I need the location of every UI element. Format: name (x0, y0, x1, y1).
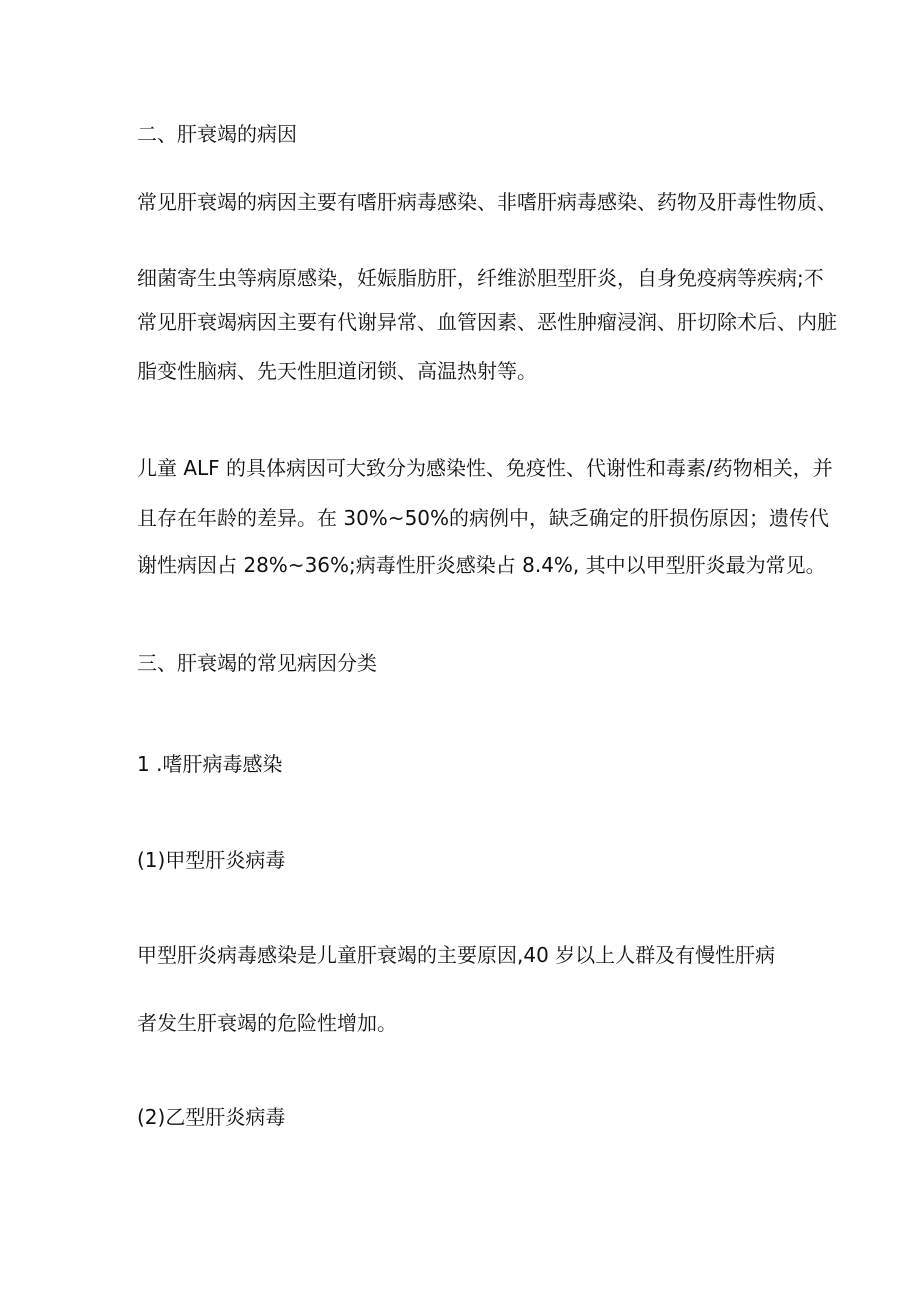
paragraph-line: 细菌寄生虫等病原感染，妊娠脂肪肝，纤维淤胆型肝炎，自身免疫病等疾病;不 (137, 266, 824, 290)
section-heading-classification: 三、肝衰竭的常见病因分类 (137, 651, 377, 675)
paragraph-line: 常见肝衰竭病因主要有代谢异常、血管因素、恶性肿瘤浸润、肝切除术后、内脏 (137, 310, 837, 334)
subheading-hepatitis-a: (1)甲型肝炎病毒 (137, 848, 286, 872)
paragraph-line: 常见肝衰竭的病因主要有嗜肝病毒感染、非嗜肝病毒感染、药物及肝毒性物质、 (137, 190, 837, 214)
paragraph-line: 且存在年龄的差异。在 30%~50%的病例中，缺乏确定的肝损伤原因；遗传代 (137, 506, 830, 530)
paragraph-line: 谢性病因占 28%~36%;病毒性肝炎感染占 8.4%, 其中以甲型肝炎最为常见。 (137, 553, 826, 577)
paragraph-line: 甲型肝炎病毒感染是儿童肝衰竭的主要原因,40 岁以上人群及有慢性肝病 (137, 943, 776, 967)
paragraph-line: 脂变性脑病、先天性胆道闭锁、高温热射等。 (137, 359, 537, 383)
item-heading-hepatotropic: 1 .嗜肝病毒感染 (137, 752, 283, 776)
paragraph-line: 者发生肝衰竭的危险性增加。 (137, 1011, 397, 1035)
section-heading-causes: 二、肝衰竭的病因 (137, 122, 297, 146)
paragraph-line: 儿童 ALF 的具体病因可大致分为感染性、免疫性、代谢性和毒素/药物相关，并 (137, 456, 833, 480)
subheading-hepatitis-b: (2)乙型肝炎病毒 (137, 1105, 286, 1129)
